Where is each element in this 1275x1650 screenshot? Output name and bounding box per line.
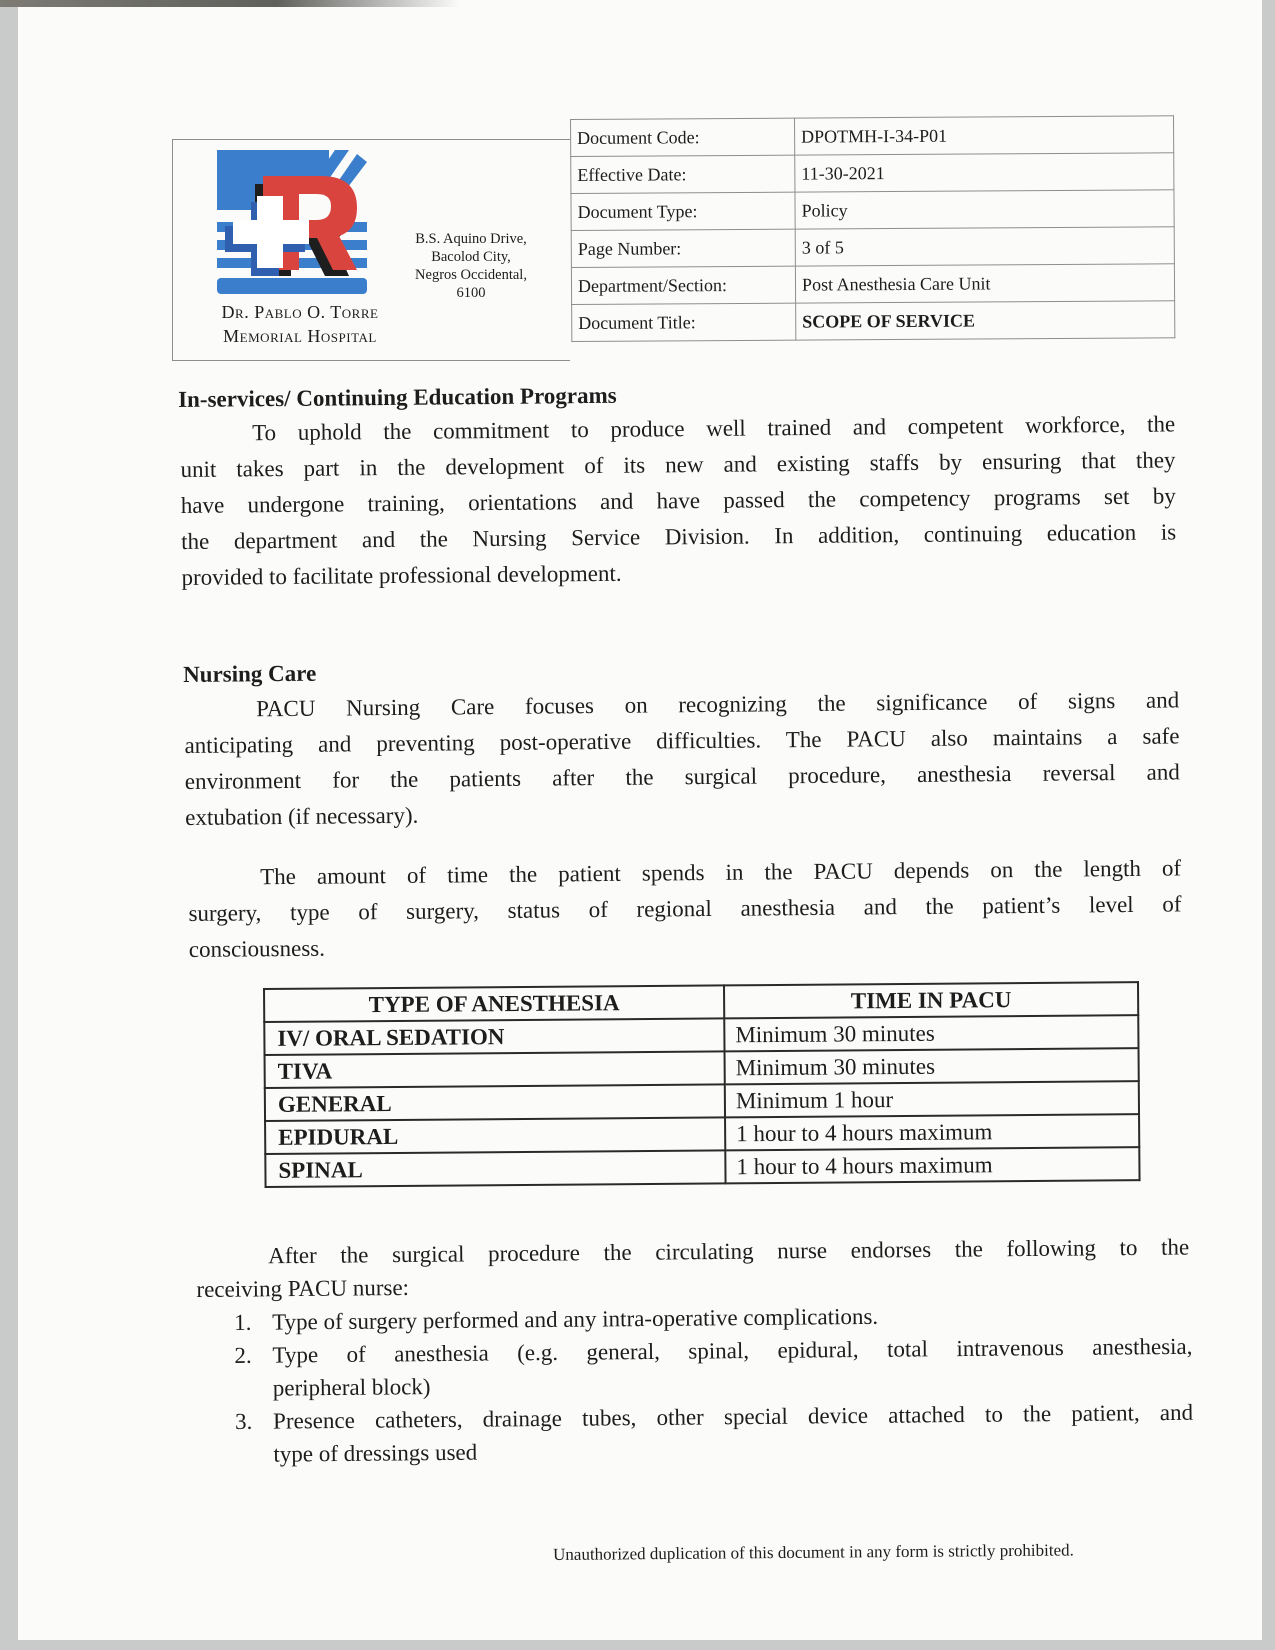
anesthesia-type: TIVA <box>265 1051 725 1088</box>
document-info-table <box>570 115 1175 342</box>
list-text: Type of surgery performed and any intra-operative complications. <box>272 1303 879 1335</box>
hospital-name-line1: Dr. Pablo O. Torre <box>221 302 379 322</box>
address-line: 6100 <box>456 285 486 301</box>
text: To uphold the commitment to produce well trained and competent workforce, the <box>252 411 1176 446</box>
department-row <box>571 264 1174 305</box>
paragraph-line: provided to facilitate professional development. <box>181 560 622 590</box>
list-item <box>234 1330 1193 1405</box>
effective-date-row <box>571 153 1174 194</box>
field-label: Effective Date: <box>571 155 795 193</box>
address-line: Bacolod City, <box>431 249 511 265</box>
field-label: Department/Section: <box>571 266 795 304</box>
section-heading-inservices: In-services/ Continuing Education Programs <box>178 382 617 412</box>
field-value: 3 of 5 <box>795 227 1174 266</box>
paragraph-line: unit takes part in the development of its new and existing staffs by ensuring that they <box>180 447 1176 482</box>
paragraph-line: extubation (if necessary). <box>185 802 419 830</box>
text: The amount of time the patient spends in the PACU depends on the length of <box>260 855 1182 890</box>
paragraph-line: environment for the patients after the surgical procedure, anesthesia reversal and <box>184 759 1180 794</box>
list-number: 3. <box>234 1408 253 1434</box>
field-label: Document Code: <box>571 118 795 156</box>
doc-code-row <box>571 116 1174 157</box>
paragraph-line: surgery, type of surgery, status of regional anesthesia and the patient’s level of <box>188 891 1182 926</box>
list-item <box>235 1396 1194 1471</box>
pacu-time: Minimum 30 minutes <box>724 1015 1138 1051</box>
hospital-name <box>190 300 410 348</box>
paragraph-line: anticipating and preventing post-operative difficulties. The PACU also maintains a safe <box>184 723 1180 758</box>
anesthesia-time-table <box>263 981 1141 1188</box>
inservices-paragraph <box>180 406 1177 596</box>
pacu-time: 1 hour to 4 hours maximum <box>725 1114 1139 1150</box>
address-line: Negros Occidental, <box>415 267 527 283</box>
footer-notice: Unauthorized duplication of this document in any form is strictly prohibited. <box>553 1540 1074 1564</box>
hospital-logo-icon <box>217 150 375 298</box>
list-text: Type of anesthesia (e.g. general, spinal, epidural, total intravenous anesthesia, <box>272 1333 1193 1368</box>
field-label: Document Title: <box>572 303 796 341</box>
hospital-name-line2: Memorial Hospital <box>223 326 377 346</box>
doc-title-row <box>572 301 1175 342</box>
field-label: Page Number: <box>571 229 795 267</box>
pacu-time-paragraph <box>188 850 1182 968</box>
pacu-time: 1 hour to 4 hours maximum <box>725 1147 1139 1183</box>
text: PACU Nursing Care focuses on recognizing the significance of signs and <box>256 687 1180 722</box>
list-text: peripheral block) <box>272 1374 431 1401</box>
paragraph-line: the department and the Nursing Service Division. In addition, continuing education is <box>181 519 1177 554</box>
page-number-row <box>571 227 1174 268</box>
address-line: B.S. Aquino Drive, <box>415 231 527 247</box>
field-value: 11-30-2021 <box>795 153 1174 192</box>
pacu-time: Minimum 30 minutes <box>725 1048 1139 1084</box>
list-text: Presence catheters, drainage tubes, other special device attached to the patient, and <box>272 1399 1194 1434</box>
paragraph-line: receiving PACU nurse: <box>196 1274 410 1302</box>
list-number: 1. <box>234 1309 252 1335</box>
list-number: 2. <box>234 1342 252 1368</box>
field-label: Document Type: <box>571 192 795 230</box>
field-value: Post Anesthesia Care Unit <box>795 264 1174 303</box>
scan-edge-shadow <box>0 0 460 7</box>
pacu-time: Minimum 1 hour <box>725 1081 1139 1117</box>
text: After the surgical procedure the circulating nurse endorses the following to the <box>268 1234 1190 1269</box>
hospital-address <box>400 230 542 302</box>
section-heading-nursing-care: Nursing Care <box>183 660 317 687</box>
anesthesia-type: IV/ ORAL SEDATION <box>264 1018 724 1055</box>
anesthesia-type: SPINAL <box>265 1150 725 1187</box>
paragraph-line: consciousness. <box>188 935 326 962</box>
column-header-time: TIME IN PACU <box>724 982 1138 1018</box>
doc-type-row <box>571 190 1174 231</box>
field-value: DPOTMH-I-34-P01 <box>794 116 1173 155</box>
anesthesia-type: GENERAL <box>265 1084 725 1121</box>
endorsement-paragraph <box>196 1230 1190 1306</box>
field-value: Policy <box>795 190 1174 229</box>
endorsement-list <box>234 1297 1194 1471</box>
paragraph-line: have undergone training, orientations and have passed the competency programs set by <box>180 483 1176 518</box>
nursing-care-paragraph <box>184 682 1180 836</box>
column-header-type: TYPE OF ANESTHESIA <box>264 985 724 1022</box>
table-row <box>265 1147 1139 1187</box>
field-value: SCOPE OF SERVICE <box>796 301 1175 340</box>
list-text: type of dressings used <box>273 1439 478 1467</box>
anesthesia-type: EPIDURAL <box>265 1117 725 1154</box>
